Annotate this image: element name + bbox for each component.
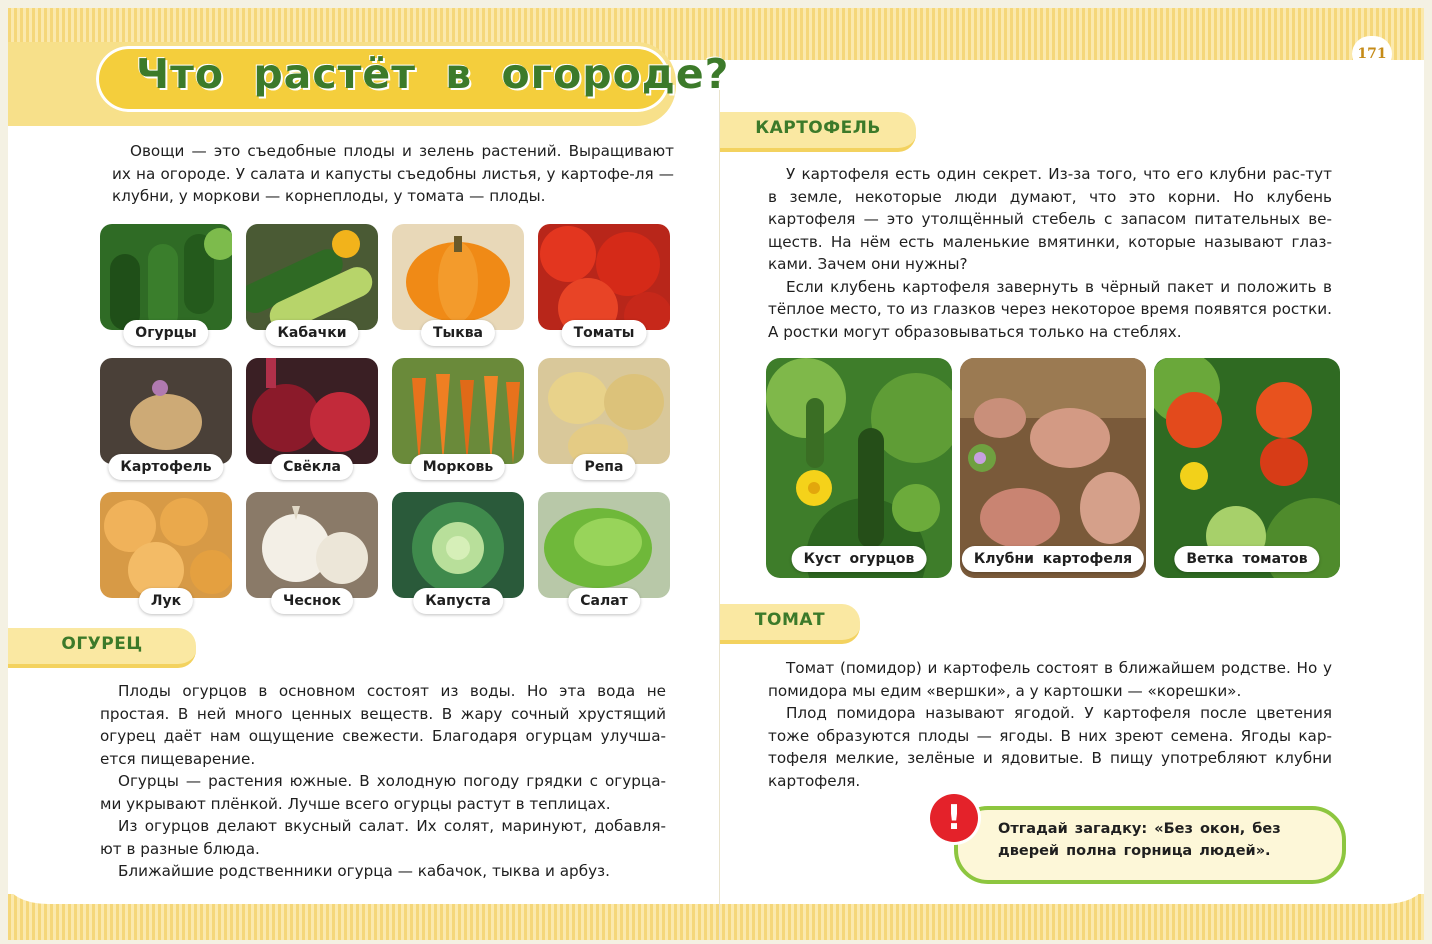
section-heading-potato: КАРТОФЕЛЬ [755, 118, 881, 138]
photo-label: Клубни картофеля [962, 546, 1144, 572]
turnip-icon [538, 358, 670, 464]
photo-label: Куст огурцов [792, 546, 927, 572]
vegetable-label: Томаты [562, 320, 647, 346]
intro-paragraph [112, 140, 674, 208]
vegetable-label: Капуста [413, 588, 503, 614]
vegetable-tile [100, 358, 232, 464]
section-tag-tomato [720, 604, 860, 644]
vegetable-label: Свёкла [271, 454, 353, 480]
page-title: Что растёт в огороде? [136, 50, 730, 98]
book-spread [8, 8, 1424, 940]
zucchini-icon [246, 224, 378, 330]
lettuce-icon [538, 492, 670, 598]
vegetable-label: Салат [568, 588, 640, 614]
vegetable-label: Тыква [421, 320, 495, 346]
vegetable-tile [392, 224, 524, 330]
section-tag-cucumber [8, 628, 196, 668]
cucumber-bush-icon [766, 358, 952, 578]
potato-icon [100, 358, 232, 464]
vegetable-tile [100, 224, 232, 330]
vegetable-label: Репа [573, 454, 636, 480]
pumpkin-icon [392, 224, 524, 330]
section-heading-tomato: ТОМАТ [754, 610, 826, 630]
cucumber-text [100, 680, 666, 883]
page-number: 171 [1352, 36, 1392, 72]
cabbage-icon [392, 492, 524, 598]
vegetable-label: Картофель [108, 454, 223, 480]
cucumber-icon [100, 224, 232, 330]
cucumber-paragraph: Огурцы — растения южные. В холодную погоду грядки с огурца-ми укрывают плёнкой. Лучше всего огурцы растут в теплицах. [100, 772, 666, 813]
riddle-text: Отгадай загадку: «Без окон, без дверей полна горница людей». [998, 821, 1281, 859]
photo-potato-tubers [960, 358, 1146, 578]
vegetable-label: Лук [139, 588, 193, 614]
vegetable-tile [246, 358, 378, 464]
tomato-branch-icon [1154, 358, 1340, 578]
vegetable-label: Кабачки [265, 320, 358, 346]
vegetable-tile [100, 492, 232, 598]
vegetable-tile [392, 358, 524, 464]
exclamation-icon: ! [930, 794, 978, 842]
intro-text: Овощи — это съедобные плоды и зелень растений. Выращивают их на огороде. У салата и капусты съедобны листья, у картофе-ля — клубни, у моркови — корнеплоды, у томата — плоды. [112, 142, 674, 205]
vegetable-label: Чеснок [271, 588, 353, 614]
vegetable-tile [538, 224, 670, 330]
garlic-icon [246, 492, 378, 598]
vegetable-tile [246, 492, 378, 598]
cucumber-paragraph: Ближайшие родственники огурца — кабачок, тыква и арбуз. [118, 862, 610, 880]
vegetable-tile [246, 224, 378, 330]
photo-label: Ветка томатов [1174, 546, 1319, 572]
carrot-icon [392, 358, 524, 464]
vegetable-tile [538, 358, 670, 464]
potato-paragraph: Если клубень картофеля завернуть в чёрный пакет и положить в тёплое место, то из глазков через некоторое время появятся ростки. А ростки могут образовываться только на стеблях. [768, 277, 1332, 341]
tomato-icon [538, 224, 670, 330]
vegetable-label: Морковь [411, 454, 505, 480]
tomato-text [768, 657, 1332, 792]
onion-icon [100, 492, 232, 598]
potato-paragraph: У картофеля есть один секрет. Из-за того, что его клубни рас-тут в земле, некоторые люди думают, что это корни. Но клубень картофеля — это утолщённый стебель с запасом питательных ве-ществ. На нём есть маленькие вмятинки, которые называют глаз-ками. Зачем они нужны? [768, 165, 1332, 273]
bottom-wave-divider [8, 884, 1424, 904]
photo-cucumber-bush [766, 358, 952, 578]
section-tag-potato [720, 112, 916, 152]
vegetable-tile [538, 492, 670, 598]
photo-tomato-branch [1154, 358, 1340, 578]
potato-text [768, 163, 1332, 343]
tomato-paragraph: Томат (помидор) и картофель состоят в ближайшем родстве. Но у помидора мы едим «вершки», а у картошки — «корешки». [768, 659, 1332, 700]
potato-tubers-icon [960, 358, 1146, 578]
vegetable-label: Огурцы [123, 320, 208, 346]
vegetable-tile [392, 492, 524, 598]
tomato-paragraph: Плод помидора называют ягодой. У картофеля после цветения тоже образуются плоды — ягоды. В них зреют семена. Ягоды кар-тофеля мелкие, зелёные и ядовитые. В пищу употребляют клубни картофеля. [768, 704, 1332, 790]
cucumber-paragraph: Из огурцов делают вкусный салат. Их солят, маринуют, добавля-ют в разные блюда. [100, 817, 666, 858]
beet-icon [246, 358, 378, 464]
cucumber-paragraph: Плоды огурцов в основном состоят из воды. Но эта вода не простая. В ней много ценных веществ. В жару сочный хрустящий огурец даёт нам ощущение свежести. Благодаря огурцам улучша-ется пищеварение. [100, 682, 666, 768]
section-heading-cucumber: ОГУРЕЦ [61, 634, 143, 654]
